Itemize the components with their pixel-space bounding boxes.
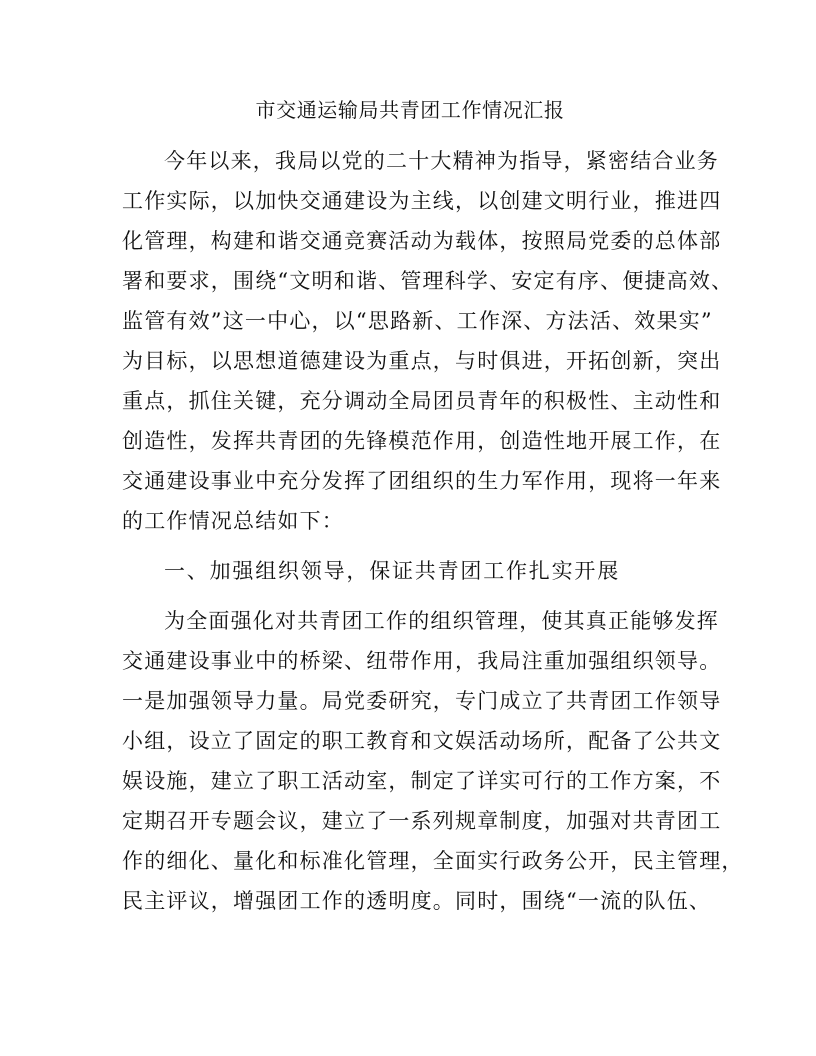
paragraph-line: 为目标，以思想道德建设为重点，与时俱进，开拓创新，突出	[122, 349, 722, 373]
document-title: 市交通运输局共青团工作情况汇报	[255, 98, 565, 122]
paragraph-line: 的工作情况总结如下：	[122, 509, 344, 533]
paragraph-line: 娱设施，建立了职工活动室，制定了详实可行的工作方案，不	[122, 769, 722, 793]
paragraph-line: 作的细化、量化和标准化管理，全面实行政务公开，民主管理，	[122, 849, 744, 873]
paragraph-line: 重点，抓住关键，充分调动全局团员青年的积极性、主动性和	[122, 389, 722, 413]
paragraph-line: 一是加强领导力量。局党委研究，专门成立了共青团工作领导	[122, 689, 722, 713]
paragraph-line: 为全面强化对共青团工作的组织管理，使其真正能够发挥	[164, 609, 719, 633]
paragraph-line: 工作实际，以加快交通建设为主线，以创建文明行业，推进四	[122, 189, 722, 213]
paragraph-line: 今年以来，我局以党的二十大精神为指导，紧密结合业务	[164, 149, 719, 173]
document-page	[122, 92, 744, 921]
paragraph-line: 监管有效”这一中心，以“思路新、工作深、方法活、效果实”	[122, 309, 713, 333]
paragraph-line: 署和要求，围绕“文明和谐、管理科学、安定有序、便捷高效、	[122, 269, 734, 293]
paragraph-line: 化管理，构建和谐交通竞赛活动为载体，按照局党委的总体部	[122, 229, 722, 253]
intro-paragraph	[122, 141, 734, 541]
paragraph-line: 创造性，发挥共青团的先锋模范作用，创造性地开展工作，在	[122, 429, 722, 453]
paragraph-line: 小组，设立了固定的职工教育和文娱活动场所，配备了公共文	[122, 729, 722, 753]
paragraph-line: 民主评议，增强团工作的透明度。同时，围绕“一流的队伍、	[122, 889, 712, 913]
section-heading: 一、加强组织领导，保证共青团工作扎实开展	[164, 559, 620, 583]
paragraph-line: 定期召开专题会议，建立了一系列规章制度，加强对共青团工	[122, 809, 722, 833]
paragraph-line: 交通建设事业中充分发挥了团组织的生力军作用，现将一年来	[122, 469, 722, 493]
paragraph-line: 交通建设事业中的桥梁、纽带作用，我局注重加强组织领导。	[122, 649, 722, 673]
section-paragraph	[122, 601, 744, 921]
